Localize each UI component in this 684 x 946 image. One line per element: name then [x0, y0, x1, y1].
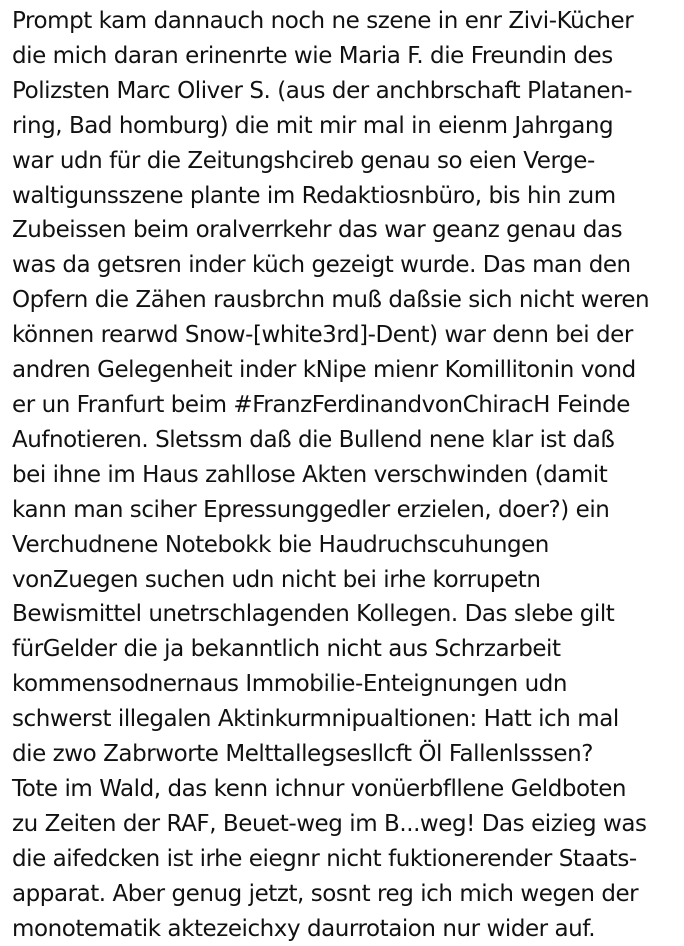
text-line-12: er un Franfurt beim #FranzFerdinandvonChiracH Feinde: [12, 391, 630, 418]
text-line-20: kommensodnernaus Immobilie-Enteignungen udn: [12, 671, 568, 698]
text-line-22: die zwo Zabrworte Melttallegsesllcft Öl Fallenlsssen?: [12, 741, 594, 768]
text-line-9: Opfern die Zähen rausbrchn muß daßsie sich nicht weren: [12, 287, 650, 314]
text-line-14: bei ihne im Haus zahllose Akten verschwinden (damit: [12, 461, 608, 488]
text-line-11: andren Gelegenheit inder kNipe mienr Komillitonin vond: [12, 357, 636, 384]
text-line-18: Bewismittel unetrschlagenden Kollegen. Das slebe gilt: [12, 601, 615, 628]
text-line-23: Tote im Wald, das kenn ichnur vonüerbfllene Geldboten: [12, 775, 627, 802]
text-line-7: Zubeissen beim oralverrkehr das war geanz genau das: [12, 217, 623, 244]
body-text: [12, 4, 678, 946]
text-line-13: Aufnotieren. Sletssm daß die Bullend nene klar ist daß: [12, 426, 615, 453]
text-line-3: Polizsten Marc Oliver S. (aus der anchbrschaft Platanen-: [12, 77, 633, 104]
text-line-19: fürGelder die ja bekanntlich nicht aus Schrzarbeit: [12, 636, 561, 663]
text-line-2: die mich daran erinenrte wie Maria F. die Freundin des: [12, 42, 613, 69]
text-line-16: Verchudnene Notebokk bie Haudruchscuhungen: [12, 531, 549, 558]
text-line-15: kann man sciher Epressunggedler erzielen, doer?) ein: [12, 496, 610, 523]
text-line-21: schwerst illegalen Aktinkurmnipualtionen: Hatt ich mal: [12, 706, 619, 733]
text-line-8: was da getsren inder küch gezeigt wurde. Das man den: [12, 252, 631, 279]
text-line-27: monotematik aktezeichxy daurrotaion nur wider auf.: [12, 915, 596, 942]
text-line-5: war udn für die Zeitungshcireb genau so eien Verge-: [12, 147, 595, 174]
text-line-25: die aifedcken ist irhe eiegnr nicht fuktionerender Staats-: [12, 845, 637, 872]
text-line-17: vonZuegen suchen udn nicht bei irhe korrupetn: [12, 566, 541, 593]
text-line-1: Prompt kam dannauch noch ne szene in enr Zivi-Kücher: [12, 8, 634, 34]
text-line-6: waltigunsszene plante im Redaktiosnbüro, bis hin zum: [12, 182, 616, 209]
text-line-24: zu Zeiten der RAF, Beuet-weg im B...weg! Das eizieg was: [12, 810, 647, 837]
text-line-4: ring, Bad homburg) die mit mir mal in eienm Jahrgang: [12, 112, 614, 139]
text-line-10: können rearwd Snow-[white3rd]-Dent) war denn bei der: [12, 322, 633, 349]
text-line-26: apparat. Aber genug jetzt, sosnt reg ich mich wegen der: [12, 880, 639, 907]
